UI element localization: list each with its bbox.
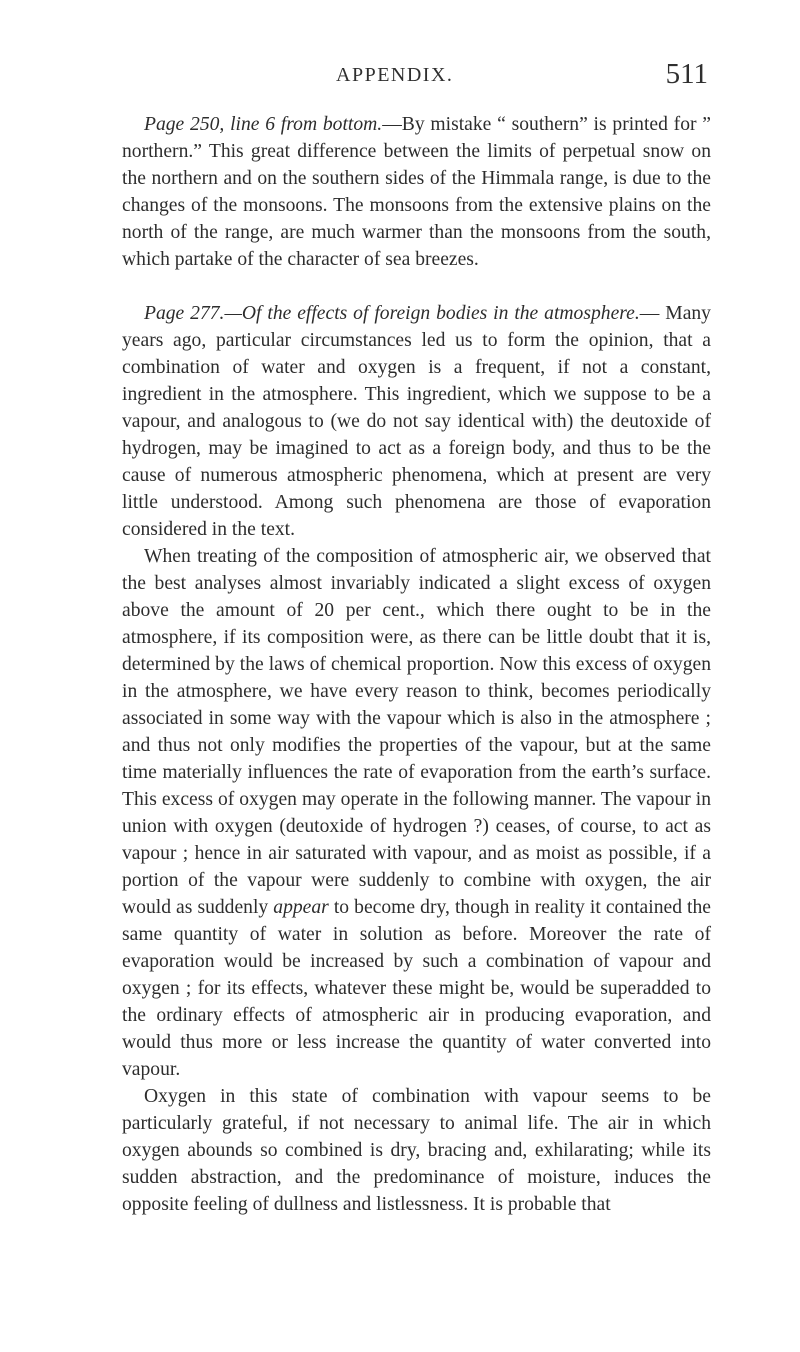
page-number: 511 (665, 58, 708, 90)
note-reference: Page 250, line 6 from bottom. (144, 114, 383, 135)
body-paragraph (122, 1083, 711, 1218)
note-text: — Many years ago, particular circumstances led us to form the opinion, that a combination of water and oxygen is a frequent, if not a constant, ingredient in the atmosphere. This ingredient, which we suppose to be a vapour, and analogous to (we do not say identical with) the deutoxide of hydrogen, may be imagined to act as a foreign body, and thus to be the cause of numerous atmospheric phenomena, which at present are very little understood. Among such phenomena are those of evaporation considered in the text. (122, 303, 711, 540)
paragraph-text: When treating of the composition of atmospheric air, we observed that the best analyses almost invariably indicated a slight excess of oxygen above the amount of 20 per cent., which there ought to be in the atmosphere, if its composition were, as there can be little doubt that it is, determined by the laws of chemical proportion. Now this excess of oxygen in the atmosphere, we have every reason to think, becomes periodically associated in some way with the vapour which is also in the atmosphere ; and thus not only modifies the properties of the vapour, but at the same time materially influences the rate of evaporation from the earth’s surface. This excess of oxygen may operate in the following manner. The vapour in union with oxygen (deutoxide of hydrogen ?) ceases, of course, to act as vapour ; hence in air saturated with vapour, and as moist as possible, if a portion of the vapour were suddenly to combine with oxygen, the air would as suddenly (122, 546, 711, 918)
emphasis-word: appear (273, 897, 329, 918)
paragraph-text: Oxygen in this state of combination with vapour seems to be particularly grateful, if not necessary to animal life. The air in which oxygen abounds so combined is dry, bracing and, exhilarating; while its sudden abstraction, and the predominance of moisture, induces the opposite feeling of dullness and listlessness. It is probable that (122, 1086, 711, 1215)
page-header (124, 58, 708, 92)
note-paragraph (122, 300, 711, 543)
note-text: —By mistake “ southern” is printed for ” northern.” This great difference between the limits of perpetual snow on the northern and on the southern sides of the Himmala range, is due to the changes of the monsoons. The monsoons from the extensive plains on the north of the range, are much warmer than the monsoons from the south, which partake of the character of sea breezes. (122, 114, 711, 270)
note-paragraph (122, 111, 711, 273)
page-body (122, 111, 711, 1218)
body-paragraph (122, 543, 711, 1083)
note-reference: Page 277.—Of the effects of foreign bodies in the atmosphere. (144, 303, 640, 324)
paragraph-text: to become dry, though in reality it contained the same quantity of water in solution as before. Moreover the rate of evaporation would be increased by such a combination of vapour and oxygen ; for its effects, whatever these might be, would be superadded to the ordinary effects of atmospheric air in producing evaporation, and would thus more or less increase the quantity of water converted into vapour. (122, 897, 711, 1080)
running-head: APPENDIX. (336, 64, 454, 86)
